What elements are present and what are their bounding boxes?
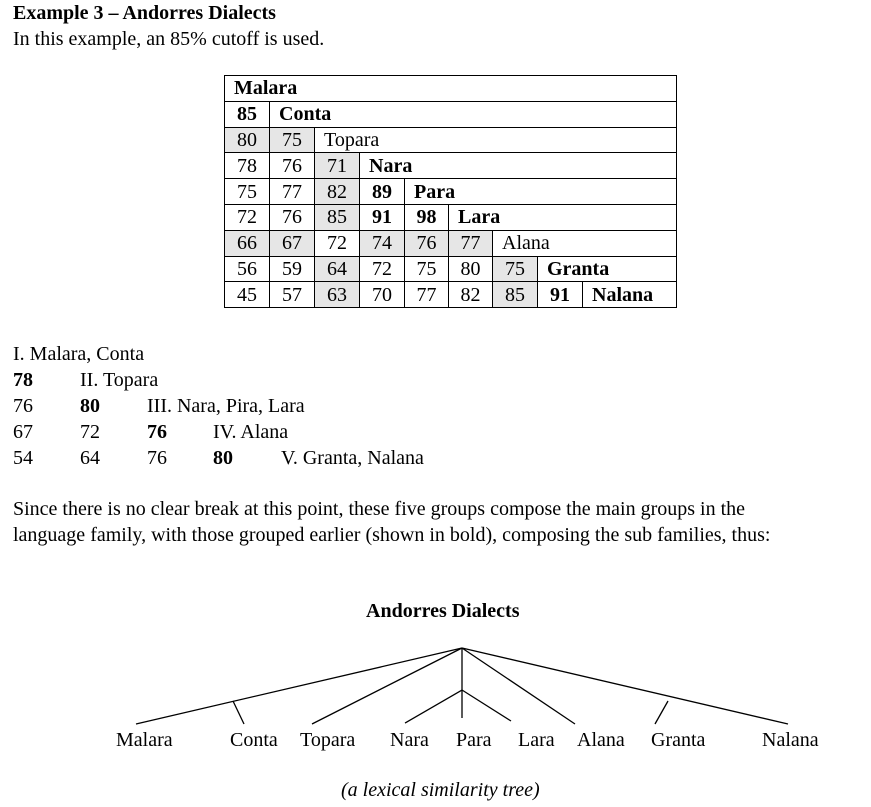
group-3-label: III. Nara, Pira, Lara: [147, 395, 305, 417]
matrix-cell: 56: [225, 256, 270, 282]
matrix-cell: 77: [270, 179, 315, 205]
matrix-cell: 91: [538, 282, 583, 308]
tree-title: Andorres Dialects: [366, 600, 520, 622]
matrix-dialect-name: Nalana: [583, 282, 677, 308]
matrix-cell: 82: [315, 179, 360, 205]
paragraph-line-1: Since there is no clear break at this point, these five groups compose the main groups in the: [13, 498, 746, 520]
matrix-cell: 72: [315, 230, 360, 256]
matrix-cell: 77: [405, 282, 449, 308]
matrix-cell: 89: [360, 179, 405, 205]
branch-granta-nalana: [462, 648, 788, 724]
matrix-cell: 75: [270, 127, 315, 153]
matrix-dialect-name: Conta: [270, 101, 677, 127]
matrix-dialect-name: Topara: [315, 127, 677, 153]
matrix-cell: 82: [449, 282, 493, 308]
matrix-cell: 67: [270, 230, 315, 256]
leaf-malara: Malara: [116, 729, 173, 751]
matrix-dialect-name: Para: [405, 179, 677, 205]
group-5-n1: 54: [13, 447, 33, 469]
group-5-n3: 76: [147, 447, 167, 469]
matrix-cell: 75: [493, 256, 538, 282]
matrix-cell: 76: [405, 230, 449, 256]
matrix-cell: 85: [225, 101, 270, 127]
leaf-topara: Topara: [300, 729, 356, 751]
matrix-cell: 77: [449, 230, 493, 256]
group-5-label: V. Granta, Nalana: [281, 447, 424, 469]
matrix-cell: 80: [449, 256, 493, 282]
example-title: Example 3 – Andorres Dialects: [13, 2, 276, 24]
group-5-n4: 80: [213, 447, 233, 469]
branch-nara: [405, 690, 462, 723]
matrix-cell: 85: [315, 204, 360, 230]
branch-malara-conta: [136, 648, 462, 724]
leaf-nalana: Nalana: [762, 729, 819, 751]
leaf-conta: Conta: [230, 729, 278, 751]
matrix-dialect-name: Lara: [449, 204, 677, 230]
paragraph-line-2: language family, with those grouped earlier (shown in bold), composing the sub families, thus:: [13, 524, 771, 546]
matrix-cell: 75: [225, 179, 270, 205]
branch-alana: [462, 648, 575, 724]
branch-granta: [655, 701, 668, 724]
intro-text: In this example, an 85% cutoff is used.: [13, 28, 325, 50]
branch-conta: [233, 701, 244, 724]
group-1-label: I. Malara, Conta: [13, 343, 145, 365]
matrix-cell: 72: [360, 256, 405, 282]
group-5-n2: 64: [80, 447, 100, 469]
group-4-n3: 76: [147, 421, 167, 443]
matrix-cell: 80: [225, 127, 270, 153]
matrix-cell: 63: [315, 282, 360, 308]
leaf-granta: Granta: [651, 729, 706, 751]
group-2-label: II. Topara: [80, 369, 159, 391]
group-4-n1: 67: [13, 421, 33, 443]
matrix-cell: 57: [270, 282, 315, 308]
matrix-cell: 45: [225, 282, 270, 308]
matrix-dialect-name: Alana: [493, 230, 677, 256]
group-3-n2: 80: [80, 395, 100, 417]
matrix-cell: 98: [405, 204, 449, 230]
group-3-n1: 76: [13, 395, 33, 417]
matrix-cell: 76: [270, 153, 315, 179]
matrix-dialect-name: Nara: [360, 153, 677, 179]
matrix-cell: 72: [225, 204, 270, 230]
branch-topara: [312, 648, 462, 724]
group-2-n1: 78: [13, 369, 33, 391]
matrix-cell: 91: [360, 204, 405, 230]
leaf-alana: Alana: [577, 729, 625, 751]
matrix-dialect-name: Granta: [538, 256, 677, 282]
group-4-n2: 72: [80, 421, 100, 443]
matrix-cell: 78: [225, 153, 270, 179]
leaf-para: Para: [456, 729, 492, 751]
matrix-cell: 85: [493, 282, 538, 308]
matrix-cell: 66: [225, 230, 270, 256]
matrix-cell: 64: [315, 256, 360, 282]
matrix-cell: 76: [270, 204, 315, 230]
tree-caption: (a lexical similarity tree): [341, 779, 540, 801]
matrix-cell: 70: [360, 282, 405, 308]
matrix-cell: 75: [405, 256, 449, 282]
leaf-lara: Lara: [518, 729, 555, 751]
matrix-top-name: Malara: [225, 76, 677, 102]
branch-lara: [462, 690, 511, 721]
group-4-label: IV. Alana: [213, 421, 289, 443]
matrix-cell: 74: [360, 230, 405, 256]
leaf-nara: Nara: [390, 729, 429, 751]
matrix-cell: 59: [270, 256, 315, 282]
matrix-cell: 71: [315, 153, 360, 179]
